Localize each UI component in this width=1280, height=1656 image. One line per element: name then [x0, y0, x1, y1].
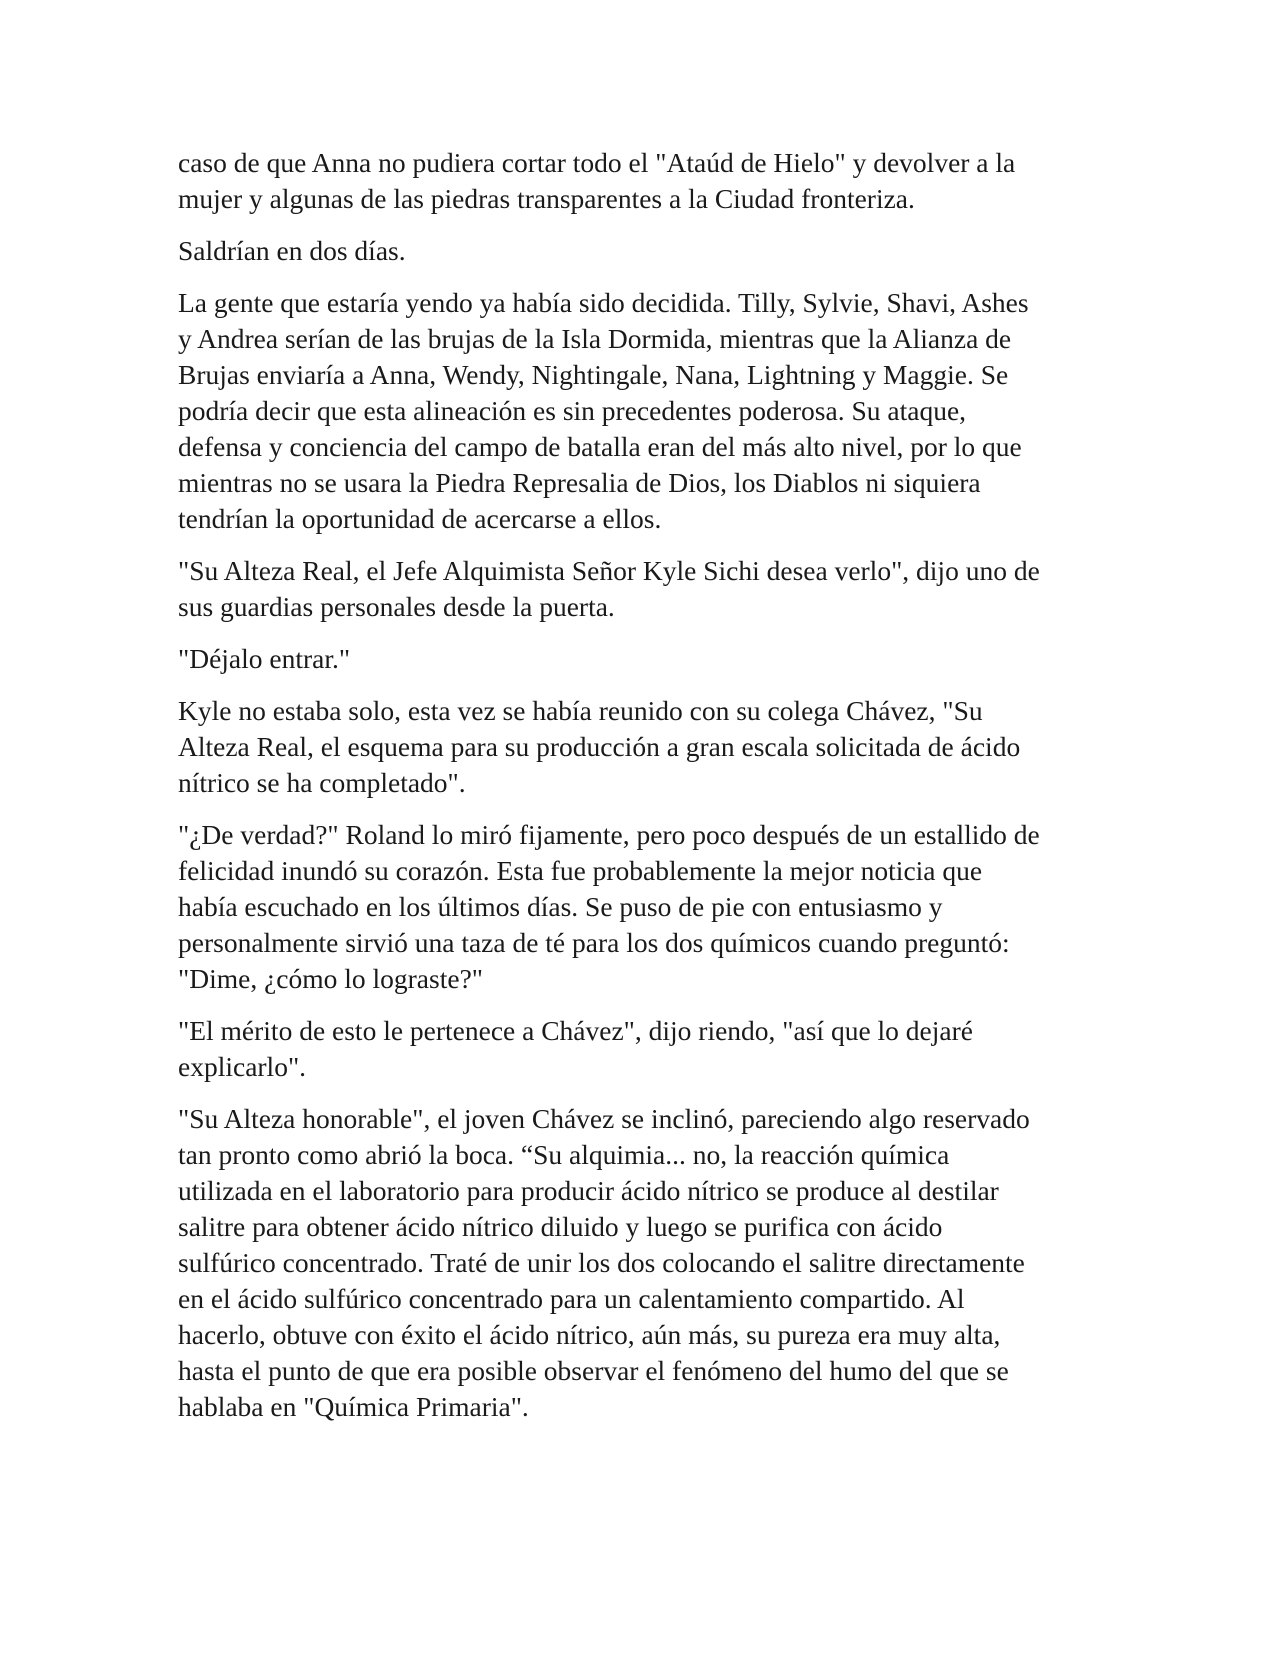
text-line: tendrían la oportunidad de acercarse a ellos. [178, 503, 662, 534]
text-line: utilizada en el laboratorio para producir ácido nítrico se produce al destilar [178, 1175, 999, 1206]
paragraph-8 [178, 1013, 1108, 1085]
text-line: mujer y algunas de las piedras transparentes a la Ciudad fronteriza. [178, 183, 915, 214]
paragraph-3 [178, 285, 1108, 537]
text-line: hasta el punto de que era posible observar el fenómeno del humo del que se [178, 1355, 1009, 1386]
paragraph-7 [178, 817, 1108, 997]
text-line: "El mérito de esto le pertenece a Chávez", dijo riendo, "así que lo dejaré [178, 1015, 973, 1046]
text-line: "Su Alteza Real, el Jefe Alquimista Señor Kyle Sichi desea verlo", dijo uno de [178, 555, 1040, 586]
text-line: Saldrían en dos días. [178, 235, 406, 266]
text-line: y Andrea serían de las brujas de la Isla Dormida, mientras que la Alianza de [178, 323, 1012, 354]
text-line: sulfúrico concentrado. Traté de unir los dos colocando el salitre directamente [178, 1247, 1025, 1278]
paragraph-6 [178, 693, 1108, 801]
text-line: salitre para obtener ácido nítrico diluido y luego se purifica con ácido [178, 1211, 943, 1242]
text-line: podría decir que esta alineación es sin precedentes poderosa. Su ataque, [178, 395, 967, 426]
text-line: caso de que Anna no pudiera cortar todo el "Ataúd de Hielo" y devolver a la [178, 147, 1016, 178]
text-line: mientras no se usara la Piedra Represalia de Dios, los Diablos ni siquiera [178, 467, 981, 498]
text-line: Kyle no estaba solo, esta vez se había reunido con su colega Chávez, "Su [178, 695, 983, 726]
paragraph-5 [178, 641, 1108, 677]
paragraph-4 [178, 553, 1108, 625]
text-line: explicarlo". [178, 1051, 307, 1082]
text-line: tan pronto como abrió la boca. “Su alquimia... no, la reacción química [178, 1139, 950, 1170]
text-line: nítrico se ha completado". [178, 767, 466, 798]
text-line: sus guardias personales desde la puerta. [178, 591, 615, 622]
text-line: defensa y conciencia del campo de batalla eran del más alto nivel, por lo que [178, 431, 1022, 462]
text-line: en el ácido sulfúrico concentrado para un calentamiento compartido. Al [178, 1283, 965, 1314]
text-line: personalmente sirvió una taza de té para los dos químicos cuando preguntó: [178, 927, 1010, 958]
paragraph-9 [178, 1101, 1108, 1425]
text-line: "Déjalo entrar." [178, 643, 351, 674]
text-line: "¿De verdad?" Roland lo miró fijamente, pero poco después de un estallido de [178, 819, 1040, 850]
text-line: Brujas enviaría a Anna, Wendy, Nightingale, Nana, Lightning y Maggie. Se [178, 359, 1009, 390]
paragraph-1 [178, 145, 1108, 217]
text-line: hacerlo, obtuve con éxito el ácido nítrico, aún más, su pureza era muy alta, [178, 1319, 1001, 1350]
text-line: Alteza Real, el esquema para su producción a gran escala solicitada de ácido [178, 731, 1021, 762]
text-line: La gente que estaría yendo ya había sido decidida. Tilly, Sylvie, Shavi, Ashes [178, 287, 1029, 318]
text-line: "Su Alteza honorable", el joven Chávez se inclinó, pareciendo algo reservado [178, 1103, 1030, 1134]
paragraph-2 [178, 233, 1108, 269]
text-line: hablaba en "Química Primaria". [178, 1391, 529, 1422]
document-page [178, 145, 1108, 1441]
text-line: había escuchado en los últimos días. Se puso de pie con entusiasmo y [178, 891, 943, 922]
text-line: "Dime, ¿cómo lo lograste?" [178, 963, 483, 994]
text-line: felicidad inundó su corazón. Esta fue probablemente la mejor noticia que [178, 855, 983, 886]
